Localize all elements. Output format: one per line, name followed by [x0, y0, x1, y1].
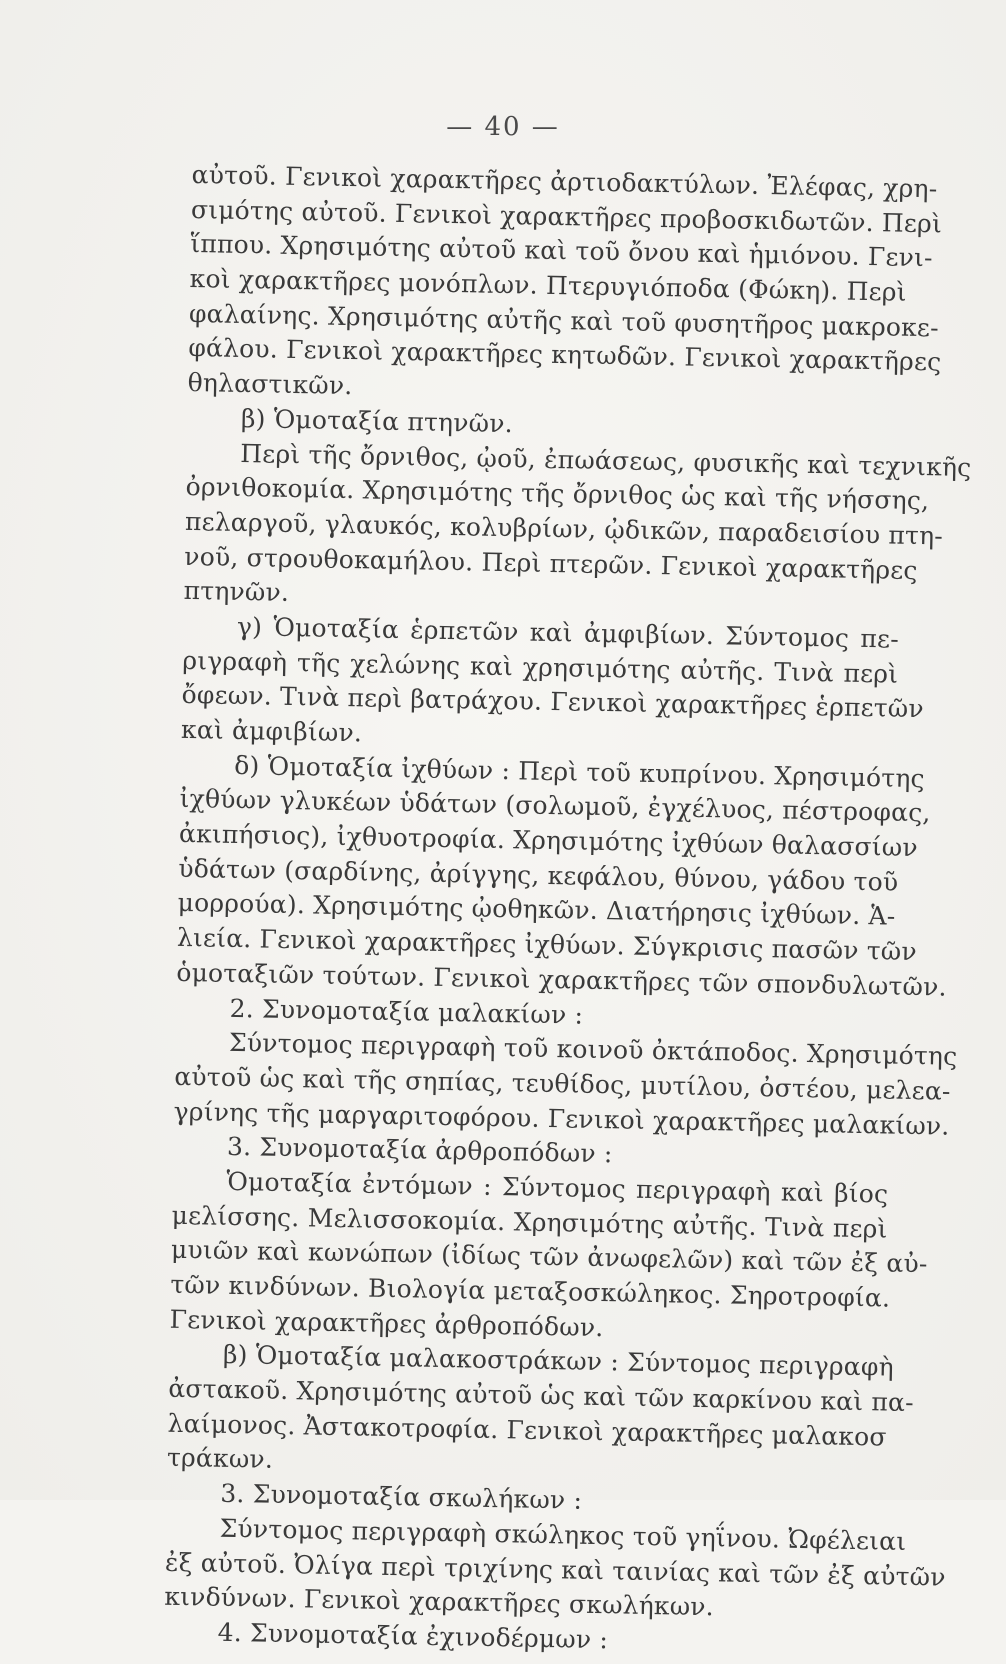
text-line: ὄφεων. Τινὰ περὶ βατράχου. Γενικοὶ χαρακτῆρες ἑρπετῶν	[181, 680, 925, 724]
text-line: σιμότης αὐτοῦ. Γενικοὶ χαρακτῆρες προβοσκιδωτῶν. Περὶ	[190, 194, 943, 239]
text-line: Σύντομος περιγραφὴ σκώληκος τοῦ γηΐνου. Ὠφέλειαι	[219, 1513, 907, 1556]
text-line: αὐτοῦ ὡς καὶ τῆς σηπίας, τευθίδος, μυτίλου, ὀστέου, μελεα-	[174, 1061, 951, 1106]
text-line: Σύντομος περιγραφὴ τοῦ κοινοῦ ὀκτάποδος. Χρησιμότης	[228, 1028, 958, 1072]
text-line: ἰχθύων γλυκέων ὑδάτων (σολωμοῦ, ἐγχέλυος, πέστροφας,	[179, 784, 931, 828]
text-line: κοὶ χαρακτῆρες μονόπλων. Πτερυγιόποδα (Φώκη). Περὶ	[189, 264, 907, 307]
section-heading: 2. Συνομοταξία μαλακίων :	[229, 993, 584, 1030]
text-line: θηλαστικῶν.	[187, 368, 353, 401]
text-line: ὁμοταξιῶν τούτων. Γενικοὶ χαρακτῆρες τῶν σπονδυλωτῶν.	[176, 957, 947, 1002]
text-line: ἐξ αὐτοῦ. Ὀλίγα περὶ τριχίνης καὶ ταινίας καὶ τῶν ἐξ αὐτῶν	[164, 1547, 946, 1592]
text-line: ἀστακοῦ. Χρησιμότης αὐτοῦ ὡς καὶ τῶν καρκίνου καὶ πα-	[168, 1373, 915, 1418]
text-line: Περὶ τῆς ὄρνιθος, ᾠοῦ, ἐπωάσεως, φυσικῆς καὶ τεχνικῆς	[240, 438, 972, 482]
text-line: ἵππου. Χρησιμότης αὐτοῦ καὶ τοῦ ὄνου καὶ ἡμιόνου. Γενι-	[190, 229, 933, 273]
section-heading: 4. Συνομοταξία ἐχινοδέρμων :	[217, 1617, 609, 1655]
section-heading: δ) Ὁμοταξία ἰχθύων : Περὶ τοῦ κυπρίνου. Χρησιμότης	[234, 750, 926, 793]
text-line: ριγραφὴ τῆς χελώνης καὶ χρησιμότης αὐτῆς. Τινὰ περὶ	[182, 645, 899, 689]
section-heading: 3. Συνομοταξία σκωλήκων :	[220, 1478, 583, 1515]
text-line: λαίμονος. Ἀστακοτροφία. Γενικοὶ χαρακτῆρες μαλακοσ	[167, 1408, 887, 1452]
text-line: τῶν κινδύνων. Βιολογία μεταξοσκώληκος. Σηροτροφία.	[170, 1269, 891, 1313]
text-line: ὀρνιθοκομία. Χρησιμότης τῆς ὄρνιθος ὡς καὶ τῆς νήσσης,	[185, 472, 930, 516]
section-heading: γ) Ὁμοταξία ἑρπετῶν καὶ ἀμφιβίων. Σύντομος πε-	[236, 611, 900, 654]
text-line: φάλου. Γενικοὶ χαρακτῆρες κητωδῶν. Γενικοὶ χαρακτῆρες	[188, 333, 942, 377]
section-heading: Ὁμοταξία ἐντόμων : Σύντομος περιγραφὴ καὶ βίος	[226, 1166, 889, 1209]
text-line: τράκων.	[166, 1443, 274, 1475]
text-line: μελίσσης. Μελισσοκομία. Χρησιμότης αὐτῆς. Τινὰ περὶ	[171, 1200, 888, 1244]
text-line: Γενικοὶ χαρακτῆρες ἀρθροπόδων.	[169, 1304, 604, 1342]
text-line: μυιῶν καὶ κωνώπων (ἰδίως τῶν ἀνωφελῶν) καὶ τῶν ἐξ αὐ-	[170, 1235, 928, 1279]
text-line: καὶ ἀμφιβίων.	[180, 714, 363, 748]
page-number: — 40 —	[446, 112, 560, 142]
text-line: λιεία. Γενικοὶ χαρακτῆρες ἰχθύων. Σύγκρισις πασῶν τῶν	[176, 922, 918, 967]
text-line: κινδύνων. Γενικοὶ χαρακτῆρες σκωλήκων.	[164, 1581, 715, 1622]
text-line: πελαργοῦ, γλαυκός, κολυβρίων, ᾠδικῶν, παραδεισίου πτη-	[184, 506, 944, 551]
body-text	[163, 158, 972, 1663]
text-line: ὑδάτων (σαρδίνης, ἀρίγγης, κεφάλου, θύνου, γάδου τοῦ	[178, 853, 899, 897]
text-line: νοῦ, στρουθοκαμήλου. Περὶ πτερῶν. Γενικοὶ χαρακτῆρες	[184, 541, 918, 585]
text-line: πτηνῶν.	[183, 576, 290, 608]
text-line: γρίνης τῆς μαργαριτοφόρου. Γενικοὶ χαρακτῆρες μαλακίων.	[173, 1096, 950, 1141]
text-line: αὐτοῦ. Γενικοὶ χαρακτῆρες ἀρτιοδακτύλων. Ἐλέφας, χρη-	[191, 159, 938, 204]
section-heading: β) Ὁμοταξία πτηνῶν.	[240, 403, 514, 439]
section-heading: β) Ὁμοταξία μαλακοστράκων : Σύντομος περιγραφὴ	[222, 1340, 895, 1383]
section-heading: 3. Συνομοταξία ἀρθροπόδων :	[226, 1132, 613, 1169]
text-line: ἀκιπήσιος), ἰχθυοτροφία. Χρησιμότης ἰχθύων θαλασσίων	[178, 818, 919, 863]
text-line: φαλαίνης. Χρησιμότης αὐτῆς καὶ τοῦ φυσητῆρος μακροκε-	[188, 298, 940, 343]
text-line: μορρούα). Χρησιμότης ᾠοθηκῶν. Διατήρησις ἰχθύων. Ἁ-	[177, 888, 896, 932]
